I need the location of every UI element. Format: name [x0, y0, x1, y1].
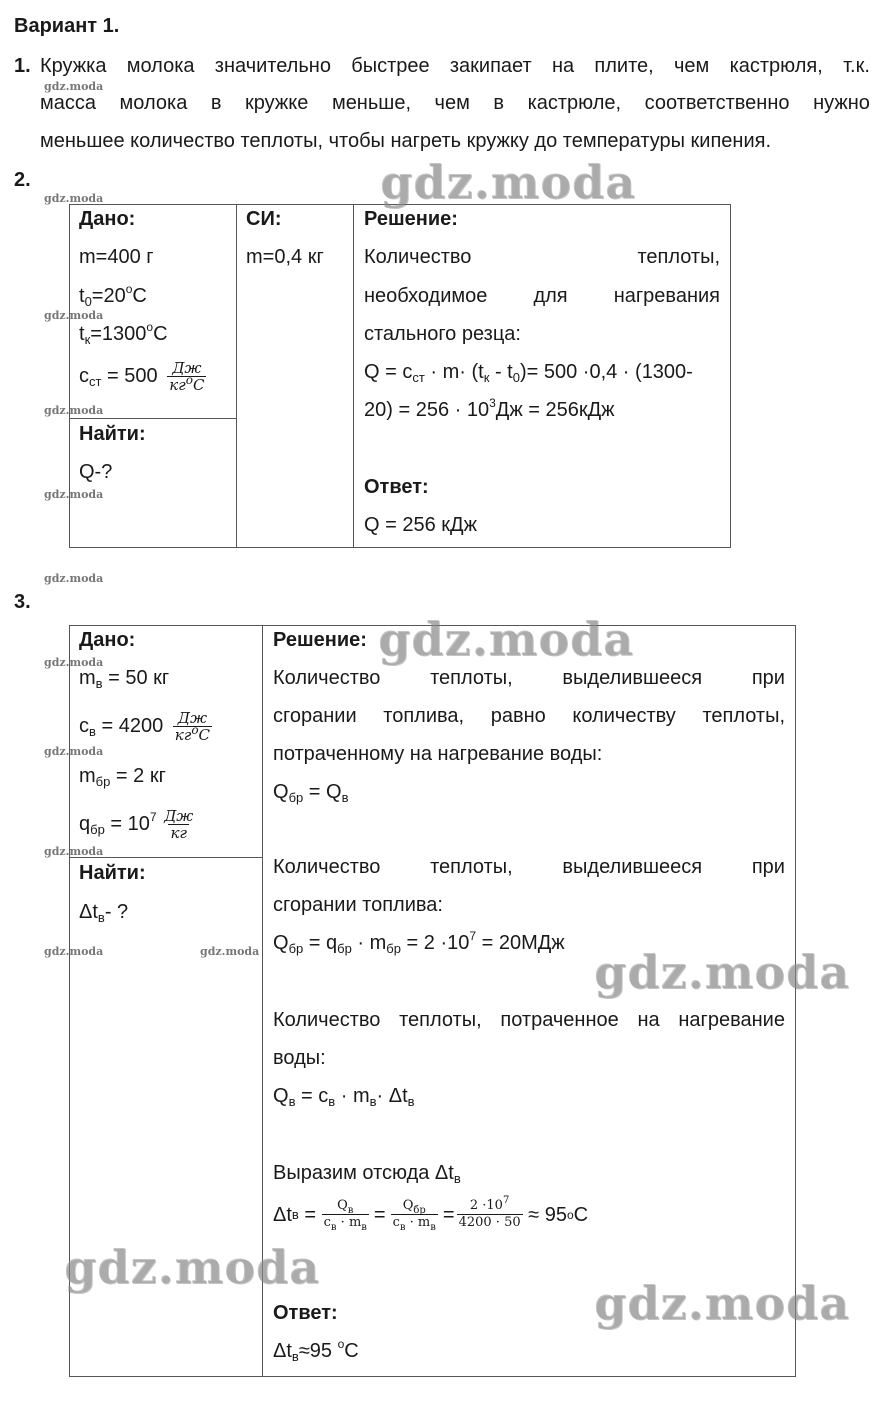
watermark-small: gdz.moda — [44, 488, 104, 501]
p2-solution-line-2: необходимое для нагревания — [364, 285, 720, 307]
p2-given-title: Дано: — [79, 208, 136, 230]
p3-given-water-heat: $c_в = 4200$ $\frac{Дж}{кг^oC}$ — [79, 709, 211, 744]
p3-given-fuel-mass: $m_{бр} = 2$ кг — [79, 765, 166, 789]
p3-answer-value: $\Delta t_в\approx 95$ $^o$C — [273, 1337, 359, 1364]
p2-given-specific-heat: $c_{ст} = 500$ $\frac{Дж}{кг^oC}$ — [79, 359, 205, 394]
p3-given-title: Дано: — [79, 629, 136, 651]
watermark-logo: gdz.moda — [594, 945, 850, 999]
watermark-logo: gdz.moda — [380, 155, 636, 209]
p3-equation-result: Δt в = $\frac{Q_в}{c_в \cdot m_в}$ = $\frac{Q_{бр}}{c_в \cdot m_в}$ = $\frac{2 \cdot 10^7}{4200 \cdot 50}$ ≈ 95 o C — [273, 1195, 589, 1233]
p3-find-title: Найти: — [79, 862, 146, 884]
watermark-small: gdz.moda — [44, 745, 104, 758]
p3-solution-s3-line-2: воды: — [273, 1047, 326, 1069]
problem-1-number: 1. — [14, 55, 31, 77]
watermark-small: gdz.moda — [44, 656, 104, 669]
problem-1-line-3: меньшее количество теплоты, чтобы нагреть кружку до температуры кипения. — [40, 130, 772, 152]
p2-answer-value: Q = 256 кДж — [364, 514, 477, 536]
p3-answer-title: Ответ: — [273, 1302, 338, 1324]
p3-solution-s4-line: Выразим отсюда $\Delta t_в$ — [273, 1162, 461, 1186]
p2-formula-1: $Q = c_{ст} \cdot m\cdot (t_к - t_0)= 500 \cdot 0,4 \cdot (1300-$ — [364, 361, 693, 385]
watermark-logo: gdz.moda — [64, 1240, 320, 1294]
page-title: Вариант 1. — [14, 15, 120, 37]
problem-1-line-2: масса молока в кружке меньше, чем в кастрюле, соответственно нужно — [40, 92, 870, 114]
p3-solution-s1-line-1: Количество теплоты, выделившееся при — [273, 667, 785, 689]
p2-solution-title: Решение: — [364, 208, 458, 230]
p2-solution-line-3: стального резца: — [364, 323, 521, 345]
watermark-small: gdz.moda — [44, 945, 104, 958]
watermark-small: gdz.moda — [44, 404, 104, 417]
p3-solution-s1-line-2: сгорании топлива, равно количеству теплоты, — [273, 705, 785, 727]
p2-formula-2: $20) = 256 \cdot 10^3Дж = 256кДж$ — [364, 396, 615, 421]
p3-solution-s1-line-3: потраченному на нагревание воды: — [273, 743, 603, 765]
p3-solution-s2-line-1: Количество теплоты, выделившееся при — [273, 856, 785, 878]
p3-given-fuel-heat: $q_{бр} = 10^7$ $\frac{Дж}{кг}$ — [79, 807, 194, 842]
p2-given-t0: $t_0=20^oC$ — [79, 282, 147, 309]
p3-given-water-mass: $m_в = 50$ кг — [79, 667, 170, 691]
watermark-small: gdz.moda — [44, 80, 104, 93]
watermark-small: gdz.moda — [44, 845, 104, 858]
p3-solution-title: Решение: — [273, 629, 367, 651]
p2-solution-line-1: Количество теплоты, — [364, 246, 720, 268]
watermark-logo: gdz.moda — [594, 1276, 850, 1330]
p2-given-tk: $t_к=1300^oC$ — [79, 320, 168, 347]
watermark-small: gdz.moda — [44, 192, 104, 205]
p3-solution-s3-line-1: Количество теплоты, потраченное на нагревание — [273, 1009, 785, 1031]
problem-1-line-1: Кружка молока значительно быстрее закипает на плите, чем кастрюля, т.к. — [40, 55, 870, 77]
watermark-small: gdz.moda — [44, 309, 104, 322]
p2-find-value: Q-? — [79, 461, 113, 483]
p3-equation-balance: $Q_{бр} = Q_в$ — [273, 781, 349, 805]
p2-answer-title: Ответ: — [364, 476, 429, 498]
p2-find-title: Найти: — [79, 423, 146, 445]
problem-2-number: 2. — [14, 169, 31, 191]
p2-given-mass: m=400 г — [79, 246, 154, 268]
p3-equation-fuel: $Q_{бр} = q_{бр} \cdot m_{бр} = 2 \cdot 10^7 = 20МДж$ — [273, 929, 565, 956]
watermark-small: gdz.moda — [44, 572, 104, 585]
p2-si-value: m=0,4 кг — [246, 246, 324, 268]
watermark-small: gdz.moda — [200, 945, 260, 958]
p2-si-title: СИ: — [246, 208, 282, 230]
p3-equation-water: $Q_в = c_в \cdot m_в\cdot \Delta t_в$ — [273, 1085, 415, 1109]
watermark-logo: gdz.moda — [378, 612, 634, 666]
problem-3-number: 3. — [14, 591, 31, 613]
p3-find-value: $\Delta t_в-$ ? — [79, 901, 129, 925]
p3-solution-s2-line-2: сгорании топлива: — [273, 894, 443, 916]
